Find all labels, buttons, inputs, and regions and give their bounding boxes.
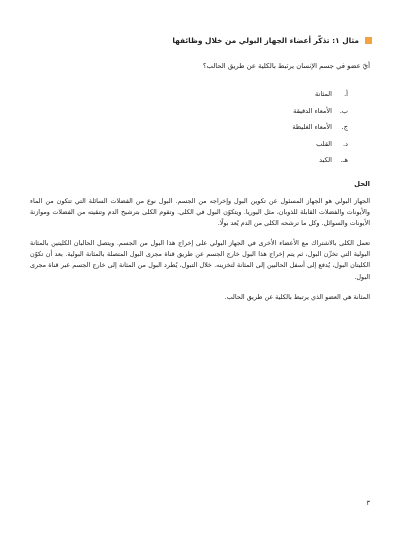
answer-options xyxy=(228,86,348,169)
solution-paragraph-2: تعمل الكلى بالاشتراك مع الأعضاء الأخرى في الجهاز البولي على إخراج هذا البول من الجسم. ويتصل الحالبان الكليتين بالمثانة البولية التي تخزّن البول، ثم يتم إخراج هذا البول خارج الجسم عن طريق قناة مجرى البول المتصلة بالمثانة البولية. بعد أن تكوّن الكليتان البول، يُدفع إلى أسفل الحالبين إلى المثانة لتخزينه. خلال التبول، يُطرد البول من المثانة إلى خارج الجسم عبر قناة مجرى البول. xyxy=(30,239,370,281)
option-letter: ب. xyxy=(339,106,348,115)
option-text: القلب xyxy=(316,139,332,148)
question-text: أيّ عضو في جسم الإنسان يرتبط بالكلية عن طريق الحالب؟ xyxy=(202,62,370,70)
option-c[interactable] xyxy=(228,119,348,136)
orange-square-marker xyxy=(365,37,372,44)
solution-paragraph-3: المثانة هي العضو الذي يرتبط بالكلية عن طريق الحالب. xyxy=(224,293,370,301)
option-b[interactable] xyxy=(228,103,348,120)
solution-heading: الحل xyxy=(354,180,370,188)
option-letter: هـ. xyxy=(340,156,348,165)
option-e[interactable] xyxy=(228,152,348,169)
option-letter: د. xyxy=(342,139,348,148)
option-a[interactable] xyxy=(228,86,348,103)
option-d[interactable] xyxy=(228,136,348,153)
option-text: المثانة xyxy=(314,90,332,99)
option-text: الكبد xyxy=(319,156,332,165)
example-header xyxy=(30,36,372,45)
option-text: الأمعاء الغليظة xyxy=(292,123,332,132)
page-number: ٣ xyxy=(366,499,370,507)
option-text: الأمعاء الدقيقة xyxy=(293,106,332,115)
example-title: مثال ١: تذكّر أعضاء الجهاز البولي من خلال وظائفها xyxy=(172,36,359,45)
option-letter: ج. xyxy=(341,123,348,132)
option-letter: أ. xyxy=(344,90,348,99)
solution-paragraph-1: الجهاز البولي هو الجهاز المسئول عن تكوين البول وإخراجه من الجسم. البول نوع من الفضلات السائلة التي تتكون من الماء والأيونات والفضلات القابلة للذوبان، مثل اليوريا. ويتكوّن البول في الكلى. وتقوم الكلى بترشيح الدم وتنقيته من الفضلات وموازنة الأيونات والسوائل. وكل ما ترشحه الكلى من الدم يُعد بولًا. xyxy=(30,197,370,228)
